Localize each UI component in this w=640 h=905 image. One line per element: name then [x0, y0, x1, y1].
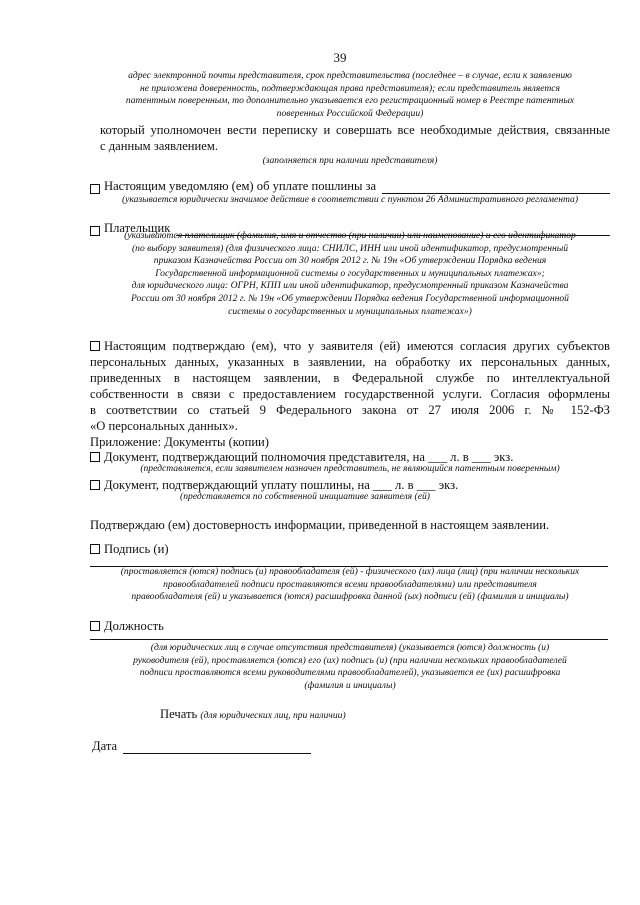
- consent-last-line: «О персональных данных».: [90, 419, 238, 433]
- doc1-label: Документ, подтверждающий полномочия представителя, на ___ л. в ___ экз.: [104, 450, 514, 464]
- doc1-note: (представляется, если заявителем назначен представитель, не являющийся патентным поверенным): [140, 463, 560, 474]
- payer-note-line: Государственной информационной системы о государственных и муниципальных платежах»;: [155, 267, 545, 279]
- representative-fill-note: (заполняется при наличии представителя): [262, 155, 438, 166]
- consent-checkbox[interactable]: [90, 341, 100, 351]
- representative-text: [100, 122, 610, 154]
- payer-note-line: системы о государственных и муниципальных платежах»): [228, 305, 472, 317]
- representative-note-line: адрес электронной почты представителя, срок представительства (последнее – в случае, если к заявлению: [128, 70, 572, 81]
- payer-note-line: (указываются плательщик (фамилия, имя и отчество (при наличии) или наименование) и его идентификатор: [124, 230, 576, 241]
- page-number: 39: [333, 50, 347, 65]
- signature-note-line: (проставляется (ются) подпись (и) правообладателя (ей) - физического (их) лица (лиц) (при наличии нескольких: [120, 566, 580, 577]
- date-field[interactable]: [123, 741, 311, 754]
- payer-label: Плательщик: [104, 221, 171, 235]
- doc2-checkbox[interactable]: [90, 480, 100, 490]
- doc1-checkbox[interactable]: [90, 452, 100, 462]
- signature-checkbox[interactable]: [90, 544, 100, 554]
- consent-line: персональных данных, указанных в заявлении, на обработку их персональных данных,: [90, 355, 610, 369]
- representative-text-line: который уполномочен вести переписку и совершать все необходимые действия, связанные: [100, 123, 610, 137]
- stamp-row: [160, 706, 460, 723]
- signature-row: [90, 541, 290, 557]
- representative-note-line: поверенных Российской Федерации): [276, 107, 424, 119]
- stamp-note: (для юридических лиц, при наличии): [200, 710, 346, 721]
- date-label: Дата: [92, 739, 118, 753]
- payer-note-line: для юридического лица: ОГРН, КПП или иной идентификатор, предусмотренный приказом Казначейства: [131, 280, 569, 292]
- payer-note-line: России от 30 ноября 2012 г. № 19н «Об утверждении Порядка ведения Государственной информационной: [131, 292, 569, 304]
- signature-note-line: правообладателя (ей) и указывается (ются) расшифровка данной (ых) подписи (ей) (фамилия и инициалы): [131, 591, 569, 603]
- appendix-title: Приложение: Документы (копии): [90, 435, 269, 449]
- position-field[interactable]: [90, 639, 608, 640]
- payer-note: [88, 230, 612, 318]
- position-note-line: (для юридических лиц в случае отсутствия представителя) (указывается (ются) должность (и): [150, 642, 550, 653]
- consent-line: в соответствии со статьей 9 Федерального закона от 27 июля 2006 г. № 152-ФЗ: [90, 403, 610, 417]
- signature-note: [88, 566, 612, 604]
- date-row: [92, 738, 332, 754]
- representative-note-line: не приложена доверенность, подтверждающая права представителя); если представитель является: [140, 82, 560, 94]
- consent-line: собственности в связи с предоставлением государственной услуги. Согласия оформлены: [90, 387, 610, 401]
- consent-first-text: Настоящим подтверждаю (ем), что у заявителя (ей) имеются согласия других субъектов: [104, 339, 610, 353]
- representative-note-line: патентным поверенным, то дополнительно указывается его регистрационный номер в Реестре патентных: [125, 95, 575, 107]
- confirm-text: Подтверждаю (ем) достоверность информации, приведенной в настоящем заявлении.: [90, 518, 550, 532]
- consent-first-line: [90, 338, 610, 354]
- consent-line: приведенных в настоящем заявлении, в Федеральной службе по интеллектуальной: [90, 371, 610, 385]
- doc2-label: Документ, подтверждающий уплату пошлины, на ___ л. в ___ экз.: [104, 478, 459, 492]
- position-checkbox[interactable]: [90, 621, 100, 631]
- position-row: [90, 618, 290, 634]
- fee-action-field[interactable]: [382, 181, 610, 194]
- fee-notice-row: [90, 178, 610, 194]
- position-label: Должность: [104, 619, 164, 633]
- stamp-label: Печать: [160, 707, 198, 721]
- position-note-line: подписи проставляются всеми руководителями правообладателей), указывается ее (их) расшифровка: [139, 667, 561, 679]
- signature-label: Подпись (и): [104, 542, 169, 556]
- signature-note-line: правообладателей подписи проставляются всеми правообладателями) или представителя: [163, 578, 537, 590]
- payer-note-line: приказом Казначейства России от 30 ноября 2012 г. № 19н «Об утверждении Порядка ведения: [153, 255, 547, 267]
- representative-note: [86, 70, 614, 120]
- payer-note-line: (по выбору заявителя) (для физического лица: СНИЛС, ИНН или иной идентификатор, предусмотренный: [131, 242, 569, 254]
- fee-notice-checkbox[interactable]: [90, 184, 100, 194]
- consent-paragraph: [90, 338, 610, 434]
- representative-text-line: с данным заявлением.: [100, 139, 218, 153]
- position-note: [88, 642, 612, 692]
- position-note-line: руководителя (ей), проставляется (ются) его (их) подпись (и) (при наличии нескольких правообладателей: [133, 654, 567, 666]
- doc2-note: (представляется по собственной инициативе заявителя (ей): [180, 491, 430, 502]
- position-note-line: (фамилия и инициалы): [304, 679, 396, 691]
- fee-notice-label: Настоящим уведомляю (ем) об уплате пошлины за: [104, 179, 377, 193]
- fee-notice-note: (указывается юридически значимое действие в соответствии с пунктом 26 Административного регламента): [121, 194, 579, 205]
